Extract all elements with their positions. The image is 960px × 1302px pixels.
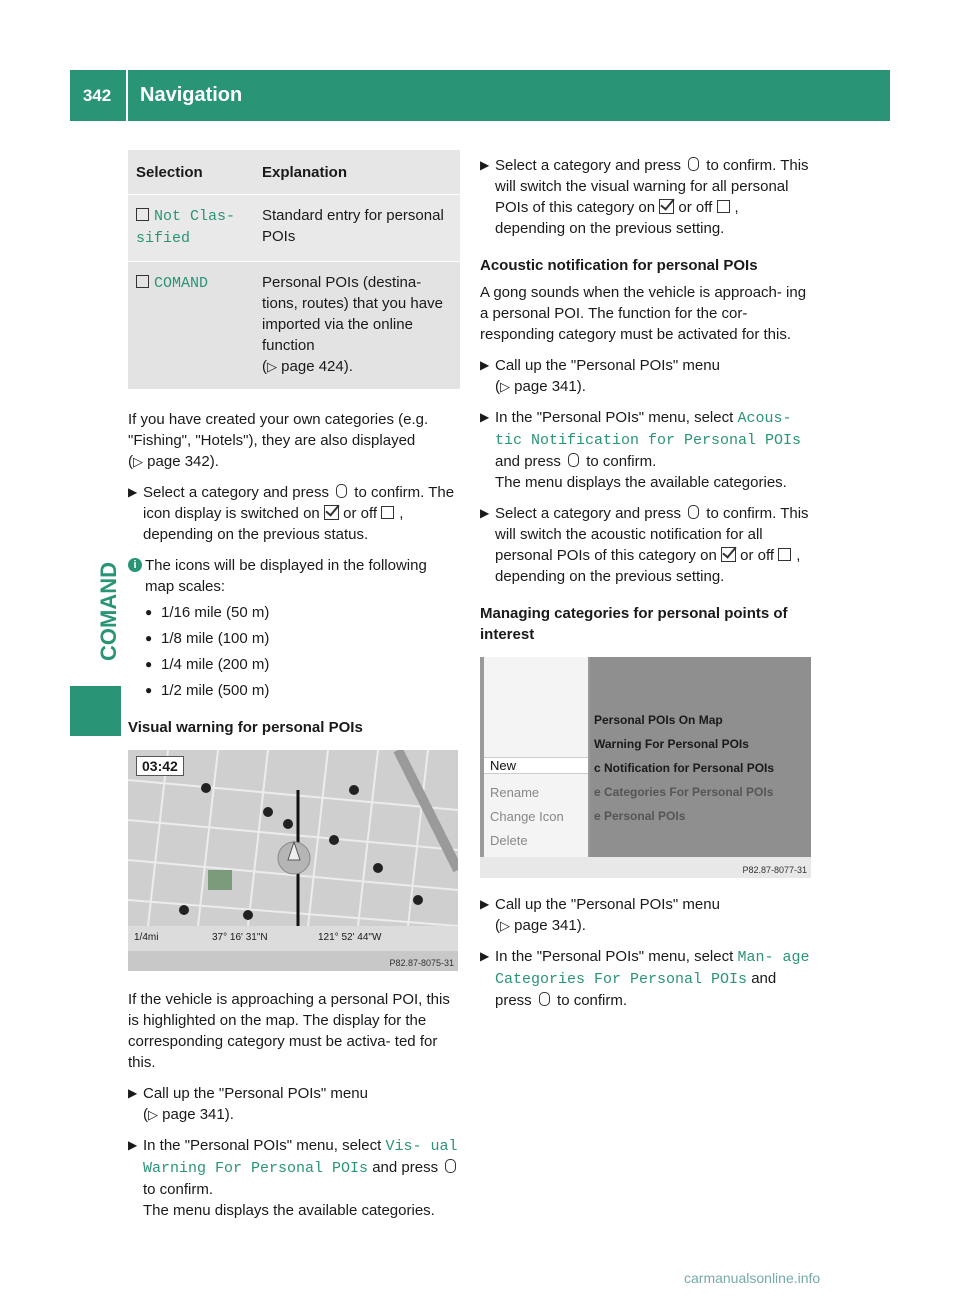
controller-knob-icon — [688, 505, 699, 519]
checkbox-empty-icon — [717, 200, 730, 213]
menu-item-rename: Rename — [490, 785, 540, 800]
list-item: ● 1/4 mile (200 m) — [145, 656, 270, 673]
explanation-text: Personal POIs (destina- tions, routes) that you have imported via the online function — [262, 274, 443, 354]
step-arrow-icon: ▶ — [480, 506, 490, 520]
step-arrow-icon: ▶ — [480, 410, 490, 424]
list-item: ● 1/16 mile (50 m) — [145, 604, 270, 621]
controller-knob-icon — [539, 992, 550, 1006]
map-screenshot — [128, 750, 458, 971]
section-heading-acoustic: Acoustic notification for personal POIs — [480, 257, 758, 274]
col-selection-header: Selection — [128, 150, 254, 195]
page-ref-arrow-icon: ▷ — [500, 379, 510, 394]
table-row: COMAND Personal POIs (destina- tions, routes) that you have imported via the online function (▷ page 424). — [128, 262, 460, 390]
instruction-step: ▶ Call up the "Personal POIs" menu (▷ page 341). — [480, 357, 720, 395]
menu-option: e Personal POIs — [594, 809, 686, 823]
page-ref-arrow-icon: ▷ — [133, 454, 143, 469]
menu-item-link: Man‐ age Categories For Personal POIs — [495, 949, 810, 988]
map-scale: 1/4mi — [134, 932, 159, 943]
chapter-label: COMAND — [96, 562, 121, 661]
instruction-step: ▶ Select a category and press to confirm. The icon display is switched on or off , depending on the previous status. — [128, 484, 455, 543]
checkbox-empty-icon — [136, 208, 149, 221]
instruction-step: ▶ In the "Personal POIs" menu, select Man‐ age Categories For Personal POIs and press to confirm. — [480, 948, 810, 1009]
page-ref: page 424). — [281, 358, 353, 375]
chapter-marker — [70, 686, 121, 736]
checkbox-checked-icon — [659, 199, 674, 214]
instruction-step: ▶ Select a category and press to confirm. This will switch the acoustic notification for all personal POIs of this category on or off , depending on the previous setting. — [480, 505, 809, 585]
header-divider — [126, 70, 128, 121]
longitude: 121° 52' 44"W — [318, 932, 382, 943]
left-column: Selection Explanation Not Clas‐ sified Standard entry for personal POIs COMAND Personal POIs (destina- tions, routes) that you have imported via the online function (▷ page 424). If you have created your own categories (e.g. "Fishing", "Hotels"), they are also displayed (▷ page 342). ▶ Select a category and press to confirm. The icon display is switched on or off , depending on the previous status. i The icons will be displayed in the following map scales: ● 1/16 mile (50 m) ● 1/8 mile (100 m) ● 1/4 mile (200 m) ● 1/2 mile (500 m) Visual warning for personal POIs 03:42 1/4mi 37° 16' 31"N 121° 52' 44"W P82.87-8075-31 If the vehicle is approaching a personal POI, this is highlighted on the map. The display for the corresponding category must be activa- ted for this. ▶ Call up the "Personal POIs" menu (▷ page 341). ▶ In the "Personal POIs" menu, select Vis‐ ual Warning For Personal POIs and press to confirm. The menu displays the available categories. — [128, 150, 460, 1221]
section-heading-visual: Visual warning for personal POIs — [128, 719, 363, 736]
step-arrow-icon: ▶ — [128, 1086, 138, 1100]
instruction-step: ▶ Select a category and press to confirm. This will switch the visual warning for all personal POIs of this category on or off , depending on the previous setting. — [480, 157, 809, 237]
menu-screenshot — [480, 657, 811, 878]
checkbox-checked-icon — [721, 547, 736, 562]
table-row — [128, 195, 460, 262]
step-arrow-icon: ▶ — [480, 158, 490, 172]
menu-item-link: Vis‐ ual Warning For Personal POIs — [143, 1138, 458, 1177]
col-explanation-header: Explanation — [254, 150, 460, 195]
clock-display: 03:42 — [136, 756, 184, 776]
checkbox-empty-icon — [136, 275, 149, 288]
step-arrow-icon: ▶ — [480, 897, 490, 911]
chapter-sidebar — [70, 121, 121, 1201]
controller-knob-icon — [336, 484, 347, 498]
controller-knob-icon — [445, 1159, 456, 1173]
image-ref: P82.87-8075-31 — [389, 958, 454, 968]
page-header — [70, 70, 890, 121]
page-number: 342 — [82, 86, 112, 105]
menu-item-change-icon: Change Icon — [490, 809, 564, 824]
instruction-step: ▶ In the "Personal POIs" menu, select Vis‐ ual Warning For Personal POIs and press to confirm. The menu displays the available categories. — [128, 1137, 458, 1219]
explanation-text: Standard entry for personal POIs — [254, 195, 460, 262]
section-heading-manage: Managing categories for personal points of interest — [480, 605, 788, 643]
map-status-bar — [128, 926, 458, 951]
map-roads — [128, 750, 458, 926]
info-icon: i — [128, 558, 142, 572]
instruction-step: ▶ Call up the "Personal POIs" menu (▷ page 341). — [480, 896, 720, 934]
page-ref-arrow-icon: ▷ — [500, 918, 510, 933]
page-ref: page 342). — [147, 453, 219, 470]
watermark: carmanualsonline.info — [684, 1270, 821, 1286]
instruction-step: ▶ Call up the "Personal POIs" menu (▷ page 341). — [128, 1085, 368, 1123]
step-arrow-icon: ▶ — [128, 485, 138, 499]
latitude: 37° 16' 31"N — [212, 932, 268, 943]
controller-knob-icon — [688, 157, 699, 171]
selection-label: COMAND — [154, 275, 209, 292]
menu-item-new: New — [484, 757, 588, 774]
step-arrow-icon: ▶ — [480, 949, 490, 963]
checkbox-checked-icon — [324, 505, 339, 520]
info-note: i The icons will be displayed in the following map scales: — [128, 555, 460, 597]
page-ref-arrow-icon: ▷ — [148, 1107, 158, 1122]
menu-right-pane — [590, 657, 811, 857]
menu-item-delete: Delete — [490, 833, 528, 848]
menu-option: e Categories For Personal POIs — [594, 785, 774, 799]
controller-knob-icon — [568, 453, 579, 467]
right-column — [480, 150, 812, 1011]
selection-label: Not Clas‐ sified — [136, 208, 236, 247]
intro-paragraph: If you have created your own categories (e.g. "Fishing", "Hotels"), they are also displayed — [128, 411, 429, 449]
menu-option: Warning For Personal POIs — [594, 737, 749, 751]
menu-option: Personal POIs On Map — [594, 713, 723, 727]
step-arrow-icon: ▶ — [128, 1138, 138, 1152]
paragraph: A gong sounds when the vehicle is approach- ing a personal POI. The function for the cor- responding category must be activated for this. — [480, 284, 807, 343]
checkbox-empty-icon — [778, 548, 791, 561]
paragraph: If the vehicle is approaching a personal POI, this is highlighted on the map. The display for the corresponding category must be activa- ted for this. — [128, 991, 450, 1071]
list-item: ● 1/8 mile (100 m) — [145, 630, 270, 647]
selection-table — [128, 150, 460, 389]
instruction-step: ▶ In the "Personal POIs" menu, select Acous‐ tic Notification for Personal POIs and press to confirm. The menu displays the available categories. — [480, 409, 802, 491]
menu-option: c Notification for Personal POIs — [594, 761, 775, 775]
image-ref: P82.87-8077-31 — [742, 865, 807, 875]
checkbox-empty-icon — [381, 506, 394, 519]
step-arrow-icon: ▶ — [480, 358, 490, 372]
list-item: ● 1/2 mile (500 m) — [145, 682, 270, 699]
menu-item-link: Acous‐ tic Notification for Personal POIs — [495, 410, 802, 449]
page-ref-arrow-icon: ▷ — [267, 359, 277, 374]
section-title: Navigation — [140, 84, 243, 106]
